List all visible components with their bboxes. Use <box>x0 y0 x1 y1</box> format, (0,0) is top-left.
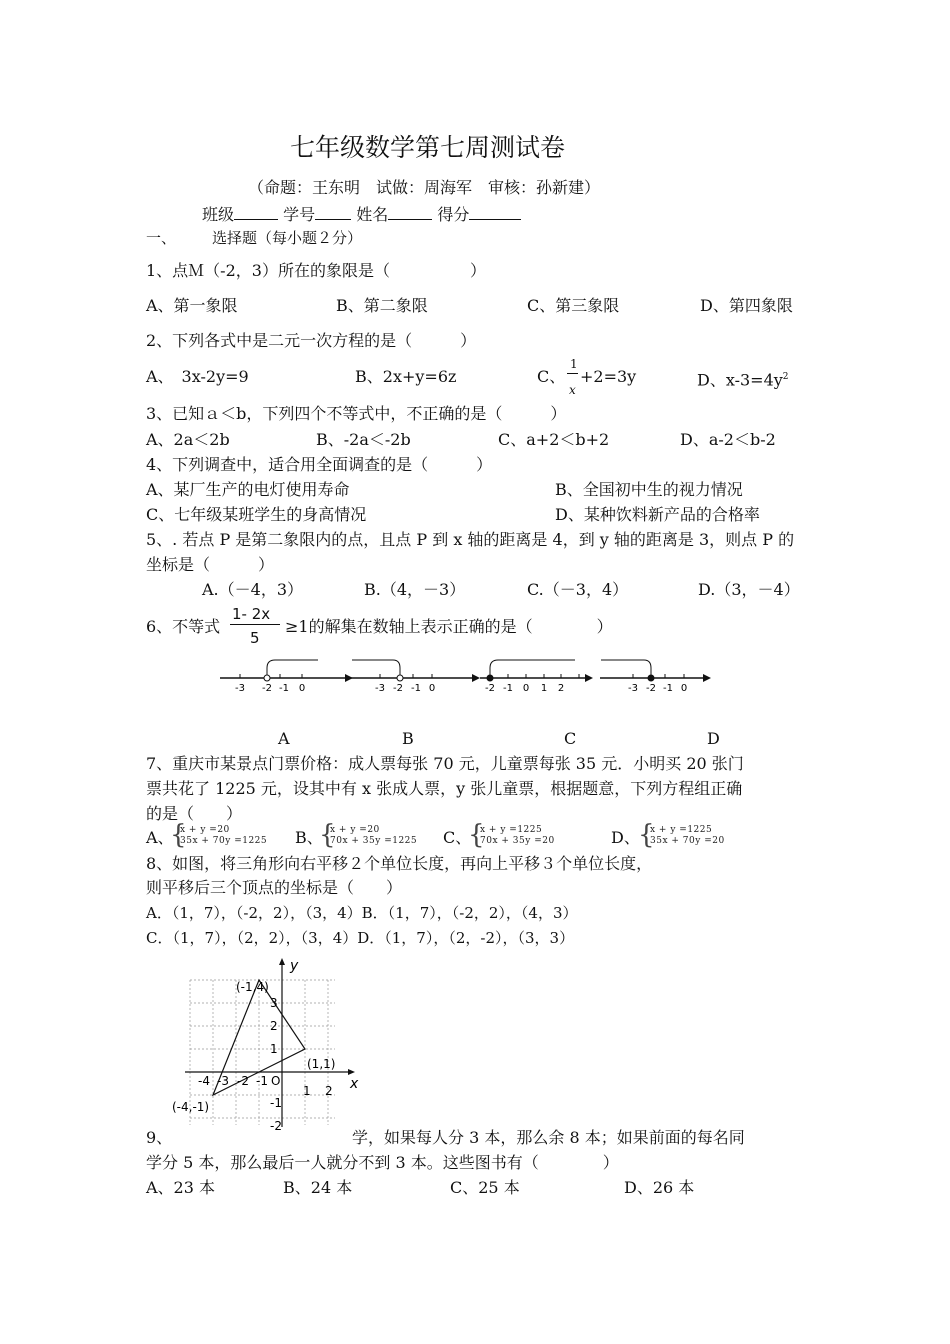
q6-fraction-bar <box>230 624 280 625</box>
brace-icon: { <box>638 820 655 850</box>
x-axis-label: x <box>350 1076 359 1092</box>
q2-option-c-rest: +2=3y <box>580 367 637 386</box>
tick-label: -1 <box>270 1096 282 1110</box>
q6-label-d[interactable]: D <box>707 729 720 748</box>
tick-label: -2 <box>393 683 403 694</box>
q9-option-a[interactable]: A、23 本 <box>146 1178 216 1197</box>
q3-option-c[interactable]: C、a+2＜b+2 <box>498 430 610 449</box>
question-7-stem-line3: 的是（ ） <box>146 804 243 823</box>
q7-system-a-eq1: x + y =20 <box>180 825 230 835</box>
q1-option-b[interactable]: B、第二象限 <box>336 296 428 315</box>
tick-label: 1 <box>270 1042 278 1056</box>
q3-option-a[interactable]: A、2a＜2b <box>146 430 230 449</box>
id-label: 学号 <box>283 205 316 224</box>
brace-icon: { <box>319 820 336 850</box>
number-line-a[interactable] <box>220 660 353 694</box>
question-9-stem-line1: 学，如果每人分 3 本，那么余 8 本；如果前面的每名同 <box>352 1128 745 1147</box>
q7-option-d-label[interactable]: D、 <box>611 828 640 847</box>
tick-label: 3 <box>270 996 278 1010</box>
point-label: (-1,4) <box>236 980 269 994</box>
tick-label: -2 <box>646 683 656 694</box>
tick-label: -2 <box>262 683 272 694</box>
q5-option-b[interactable]: B.（4，－3） <box>364 580 466 599</box>
tick-label: -2 <box>485 683 495 694</box>
q7-system-c-eq1: x + y =1225 <box>480 825 543 835</box>
credits: （命题：王东明 试做：周海军 审核：孙新建） <box>248 178 601 197</box>
q4-option-b[interactable]: B、全国初中生的视力情况 <box>555 480 743 499</box>
q6-fraction-numerator: 1- 2x <box>232 605 271 623</box>
question-4-stem: 4、下列调查中，适合用全面调查的是（ ） <box>146 455 493 474</box>
score-label: 得分 <box>437 205 470 224</box>
section-number: 一、 <box>146 229 177 247</box>
tick-label: 2 <box>557 683 565 694</box>
question-1-stem: 1、点Ｍ（-2，3）所在的象限是（ ） <box>146 261 486 280</box>
q2-fraction-bar <box>567 373 578 374</box>
tick-label: -1 <box>279 683 289 694</box>
q3-option-d[interactable]: D、a-2＜b-2 <box>680 430 776 449</box>
q2-option-a[interactable]: A、 3x-2y=9 <box>146 367 249 386</box>
q7-system-b-eq2: 70x + 35y =1225 <box>330 836 418 846</box>
q6-label-c[interactable]: C <box>564 729 577 748</box>
tick-label: 1 <box>540 683 548 694</box>
tick-label: 1 <box>303 1084 311 1098</box>
q1-option-d[interactable]: D、第四象限 <box>700 296 793 315</box>
student-info-fields <box>202 203 521 225</box>
tick-label: -1 <box>503 683 513 694</box>
q7-system-d-eq1: x + y =1225 <box>650 825 713 835</box>
question-7-stem-line1: 7、重庆市某景点门票价格：成人票每张 70 元，儿童票每张 35 元．小明买 20 张门 <box>146 754 744 773</box>
tick-label: -1 <box>256 1074 268 1088</box>
q9-option-c[interactable]: C、25 本 <box>450 1178 520 1197</box>
question-3-stem: 3、已知ａ＜b，下列四个不等式中，不正确的是（ ） <box>146 404 567 423</box>
q5-option-c[interactable]: C.（－3，4） <box>527 580 629 599</box>
brace-icon: { <box>468 820 485 850</box>
q1-option-c[interactable]: C、第三象限 <box>527 296 620 315</box>
tick-label: -3 <box>235 683 245 694</box>
name-blank[interactable] <box>388 203 432 220</box>
tick-label: 0 <box>428 683 436 694</box>
q6-fraction-denominator: 5 <box>250 629 260 647</box>
q7-option-c-label[interactable]: C、 <box>443 828 472 847</box>
question-6-stem-post: ≥1的解集在数轴上表示正确的是（ ） <box>285 617 613 636</box>
tick-label: 2 <box>270 1019 278 1033</box>
point-label: (1,1) <box>307 1057 336 1071</box>
q3-option-b[interactable]: B、-2a＜-2b <box>316 430 411 449</box>
question-9-stem-start: 9、 <box>146 1128 173 1147</box>
tick-label: -2 <box>270 1119 282 1133</box>
question-9-stem-line2: 学分 5 本，那么最后一人就分不到 3 本。这些图书有（ ） <box>146 1153 619 1172</box>
point-label: (-4,-1) <box>172 1100 210 1114</box>
question-5-stem-line2: 坐标是（ ） <box>146 555 275 574</box>
score-blank[interactable] <box>469 203 521 220</box>
q5-option-a[interactable]: A.（－4，3） <box>202 580 304 599</box>
q6-label-a[interactable]: A <box>278 729 290 748</box>
q7-option-a-label[interactable]: A、 <box>146 828 174 847</box>
question-2-stem: 2、下列各式中是二元一次方程的是（ ） <box>146 331 477 350</box>
q5-option-d[interactable]: D.（3，－4） <box>698 580 800 599</box>
id-blank[interactable] <box>315 203 351 220</box>
q8-coordinate-graph <box>170 955 370 1133</box>
y-axis-label: y <box>290 958 299 974</box>
tick-label: -3 <box>628 683 638 694</box>
name-label: 姓名 <box>356 205 389 224</box>
q7-system-c-eq2: 70x + 35y =20 <box>480 836 555 846</box>
question-8-stem-line1: 8、如图，将三角形向右平移２个单位长度，再向上平移３个单位长度， <box>146 854 653 873</box>
q7-system-d-eq2: 35x + 70y =20 <box>650 836 725 846</box>
question-8-stem-line2: 则平移后三个顶点的坐标是（ ） <box>146 878 403 897</box>
q6-label-b[interactable]: B <box>402 729 414 748</box>
q9-option-b[interactable]: B、24 本 <box>283 1178 353 1197</box>
class-label: 班级 <box>202 205 235 224</box>
number-line-d[interactable] <box>600 660 711 694</box>
number-line-c[interactable] <box>480 660 593 694</box>
class-blank[interactable] <box>234 203 278 220</box>
tick-label: 0 <box>522 683 530 694</box>
question-7-stem-line2: 票共花了 1225 元，设其中有 x 张成人票，y 张儿童票，根据题意，下列方程组正确 <box>146 779 743 798</box>
brace-icon: { <box>170 820 187 850</box>
q2-fraction-numerator: 1 <box>570 357 578 371</box>
tick-label: 0 <box>680 683 688 694</box>
grid <box>190 980 335 1125</box>
q2-fraction-denominator: x <box>569 383 576 397</box>
q4-option-d[interactable]: D、某种饮料新产品的合格率 <box>555 505 760 524</box>
tick-label: 0 <box>298 683 306 694</box>
q2-option-c[interactable]: C、 <box>537 367 566 386</box>
q7-system-b-eq1: x + y =20 <box>330 825 380 835</box>
section-title: 选择题（每小题２分） <box>212 229 363 247</box>
q2-option-b[interactable]: B、2x+y=6z <box>355 367 457 386</box>
tick-label: -3 <box>217 1074 229 1088</box>
q8-options-ab[interactable]: A．（1，7），（-2，2），（3，4）B．（1，7），（-2，2），（4，3） <box>146 904 578 922</box>
q2-option-d[interactable]: D、$x-3=4y^2$ <box>697 370 789 390</box>
q6-number-lines <box>210 650 720 700</box>
q7-option-b-label[interactable]: B、 <box>295 828 323 847</box>
q4-option-a[interactable]: A、某厂生产的电灯使用寿命 <box>146 480 350 499</box>
tick-label: -1 <box>411 683 421 694</box>
tick-label: -2 <box>237 1074 249 1088</box>
tick-label: -4 <box>198 1074 210 1088</box>
page-title: 七年级数学第七周测试卷 <box>290 133 566 162</box>
q8-options-cd[interactable]: C．（1，7），（2，2），（3，4）D．（1，7），（2，-2），（3，3） <box>146 929 575 947</box>
question-5-stem-line1: 5、. 若点 P 是第二象限内的点，且点 P 到 x 轴的距离是 4，到 y 轴的距离是 3，则点 P 的 <box>146 530 795 549</box>
q9-option-d[interactable]: D、26 本 <box>624 1178 695 1197</box>
q4-option-c[interactable]: C、七年级某班学生的身高情况 <box>146 505 367 524</box>
tick-label: -3 <box>375 683 385 694</box>
tick-label: -1 <box>663 683 673 694</box>
question-6-stem-pre: 6、不等式 <box>146 617 221 636</box>
tick-label: 2 <box>325 1084 333 1098</box>
q7-system-a-eq2: 35x + 70y =1225 <box>180 836 268 846</box>
q1-option-a[interactable]: A、第一象限 <box>146 296 238 315</box>
tick-label: O <box>271 1074 281 1088</box>
number-line-b[interactable] <box>350 660 480 694</box>
